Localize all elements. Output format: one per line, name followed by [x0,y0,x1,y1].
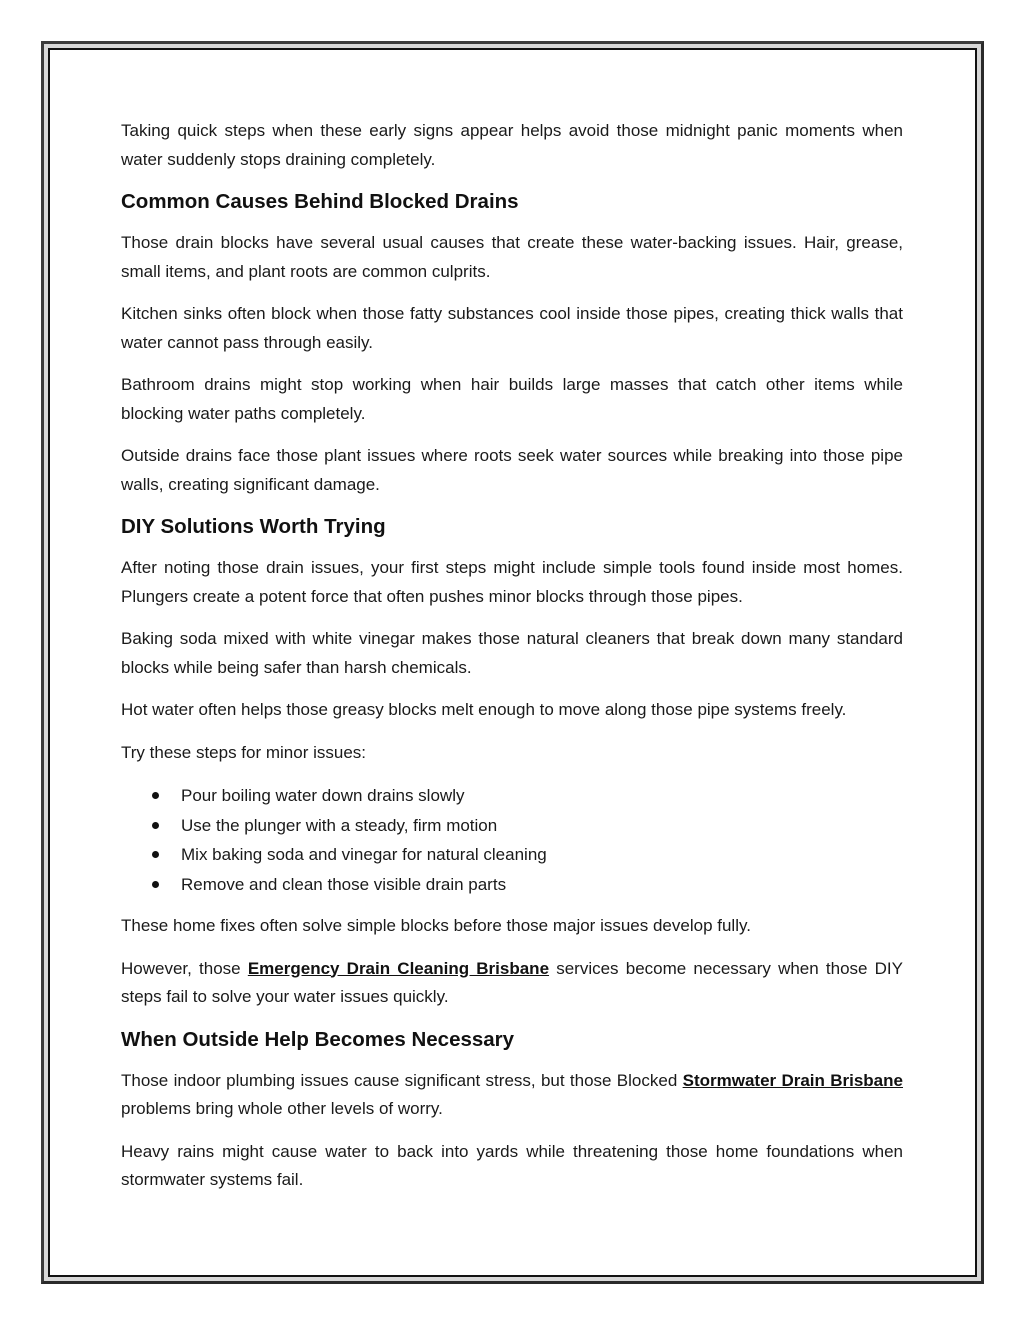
help-paragraph-2: Heavy rains might cause water to back into yards while threatening those home foundations when stormwater systems fail. [121,1141,903,1189]
diy-paragraph-3: Hot water often helps those greasy blocks melt enough to move along those pipe systems freely. [121,700,847,719]
heading-outside-help: When Outside Help Becomes Necessary [121,1027,515,1051]
bullet-icon [152,822,159,829]
help-paragraph-1 [121,1067,903,1124]
list-item-text: Mix baking soda and vinegar for natural cleaning [181,845,547,864]
diy-paragraph-6 [121,955,903,1012]
list-item [121,781,903,811]
bullet-icon [152,851,159,858]
diy-paragraph-5: These home fixes often solve simple blocks before those major issues develop fully. [121,916,751,935]
document-content [121,117,903,1209]
list-item [121,840,903,870]
list-item [121,870,903,900]
list-item-text: Remove and clean those visible drain parts [181,874,507,894]
diy-paragraph-4: Try these steps for minor issues: [121,742,367,762]
causes-paragraph-3: Bathroom drains might stop working when hair builds large masses that catch other items while blocking water paths completely. [121,375,903,423]
stormwater-drain-link[interactable]: Stormwater Drain Brisbane [682,1070,903,1090]
causes-paragraph-2: Kitchen sinks often block when those fatty substances cool inside those pipes, creating thick walls that water cannot pass through easily. [121,304,903,352]
emergency-drain-cleaning-link[interactable]: Emergency Drain Cleaning Brisbane [247,958,550,978]
intro-paragraph: Taking quick steps when these early signs appear helps avoid those midnight panic moments when water suddenly stops draining completely. [121,121,903,169]
diy-paragraph-2: Baking soda mixed with white vinegar makes those natural cleaners that break down many standard blocks while being safer than harsh chemicals. [121,629,903,677]
help-p1-text-before: Those indoor plumbing issues cause significant stress, but those Blocked [121,1070,683,1090]
diy-steps-list [121,781,903,899]
causes-paragraph-4: Outside drains face those plant issues where roots seek water sources while breaking into those pipe walls, creating significant damage. [121,446,903,494]
list-item-text: Pour boiling water down drains slowly [181,786,465,805]
help-p1-text-after: problems bring whole other levels of worry. [121,1099,443,1118]
diy-p6-text-after: services become necessary when those DIY steps fail to solve your water issues quickly. [121,958,903,1006]
list-item-text: Use the plunger with a steady, firm motion [181,815,498,835]
bullet-icon [152,881,159,888]
causes-paragraph-1: Those drain blocks have several usual causes that create these water-backing issues. Hair, grease, small items, and plant roots are common culprits. [121,233,903,281]
heading-diy-solutions: DIY Solutions Worth Trying [121,515,386,538]
diy-p6-text-before: However, those [121,958,248,978]
bullet-icon [152,792,159,799]
list-item [121,811,903,841]
heading-common-causes: Common Causes Behind Blocked Drains [121,190,519,213]
diy-paragraph-1: After noting those drain issues, your first steps might include simple tools found inside most homes. Plungers create a potent force that often pushes minor blocks through those pipes. [121,558,903,606]
